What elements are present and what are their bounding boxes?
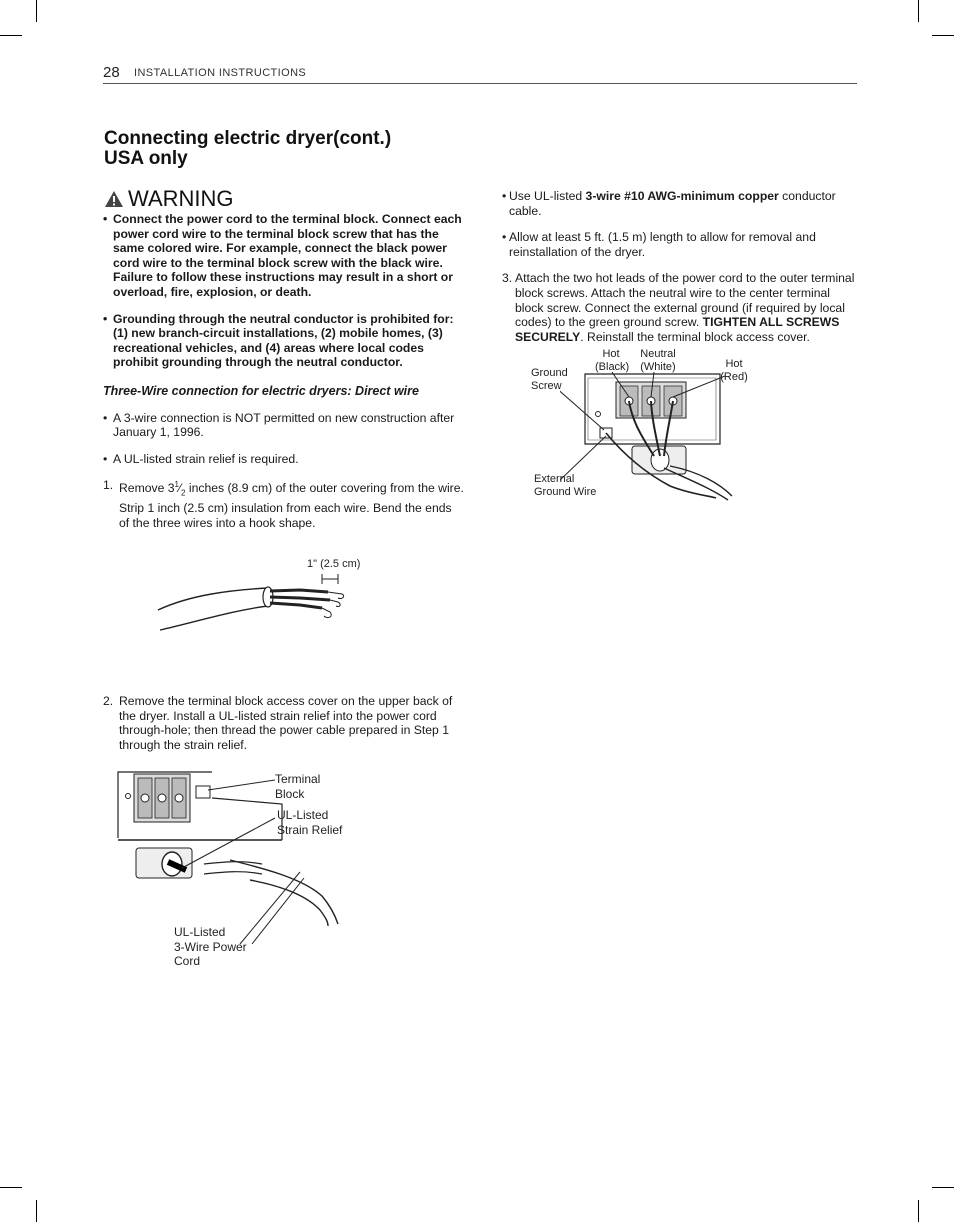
warning-heading [104, 186, 234, 212]
subheading: Three-Wire connection for electric dryers: Direct wire [103, 383, 419, 398]
crop-mark [918, 1200, 919, 1222]
fraction: $^1⁄_2$ [174, 480, 186, 498]
stripped-cord-figure [150, 570, 360, 640]
crop-mark [932, 1187, 954, 1188]
info-bullet: • Use UL-listed 3-wire #10 AWG-minimum copper conductor cable. [502, 189, 836, 218]
right-column [502, 189, 856, 344]
crop-mark [0, 1187, 22, 1188]
step-1: 1. Remove $3^1⁄_2$ inches (8.9 cm) of the outer covering from the wire. Strip 1 inch (2.5 cm) insulation from each wire. Bend the ends of the three wires into a hook shape. [103, 478, 464, 530]
dimension-label: 1" (2.5 cm) [307, 558, 361, 570]
label-hot-red: Hot (Red) [720, 358, 748, 383]
section-title: INSTALLATION INSTRUCTIONS [134, 67, 307, 79]
crop-mark [36, 0, 37, 22]
crop-mark [36, 1200, 37, 1222]
label-neutral-white: Neutral (White) [640, 348, 676, 373]
label-strain-relief: UL-Listed Strain Relief [277, 808, 343, 837]
title-line-2: USA only [104, 148, 188, 169]
title-line-1: Connecting electric dryer(cont.) [104, 128, 392, 149]
label-hot-black: Hot (Black) [595, 348, 630, 373]
crop-mark [932, 35, 954, 36]
step-3: 3. Attach the two hot leads of the power cord to the outer terminal block screws. Attach the neutral wire to the center terminal block screw. Connect the external ground (if required by local codes) to the green ground screw. TIGHTEN ALL SCREWS SECURELY. Reinstall the terminal block access cover. [502, 271, 855, 344]
step-2: 2. Remove the terminal block access cover on the upper back of the dryer. Install a UL-listed strain relief into the power cord through-hole; then thread the power cable prepared in Step 1 through the strain relief. [103, 694, 453, 752]
step-2-block [103, 694, 465, 752]
label-ground-screw: Ground Screw [531, 367, 568, 392]
crop-mark [0, 35, 22, 36]
left-column [103, 212, 465, 531]
header-divider [103, 83, 857, 84]
label-terminal-block: Terminal Block [275, 772, 321, 801]
label-external-ground: External Ground Wire [534, 473, 597, 498]
crop-mark [918, 0, 919, 22]
warning-label: WARNING [128, 186, 234, 211]
info-bullet: • A 3-wire connection is NOT permitted on new construction after January 1, 1996. [103, 410, 455, 440]
page-number: 28 [103, 64, 120, 81]
warning-bullet: • Connect the power cord to the terminal block. Connect each power cord wire to the terminal block screw that has the same colored wire. For example, connect the black power cord wire to the terminal block screw with the black wire. Failure to follow these instructions may result in a short or overload, fire, explosion, or death. [103, 212, 462, 299]
info-bullet: • Allow at least 5 ft. (1.5 m) length to allow for removal and reinstallation of the dryer. [502, 230, 816, 259]
warning-bullet: • Grounding through the neutral conductor is prohibited for: (1) new branch-circuit installations, (2) mobile homes, (3) recreational vehicles, and (4) areas where local codes prohibit grounding through the neutral conductor. [103, 311, 454, 370]
info-bullet: • A UL-listed strain relief is required. [103, 451, 299, 466]
label-power-cord: UL-Listed 3-Wire Power Cord [174, 925, 247, 969]
warning-icon [104, 190, 124, 208]
page-title [104, 129, 391, 169]
